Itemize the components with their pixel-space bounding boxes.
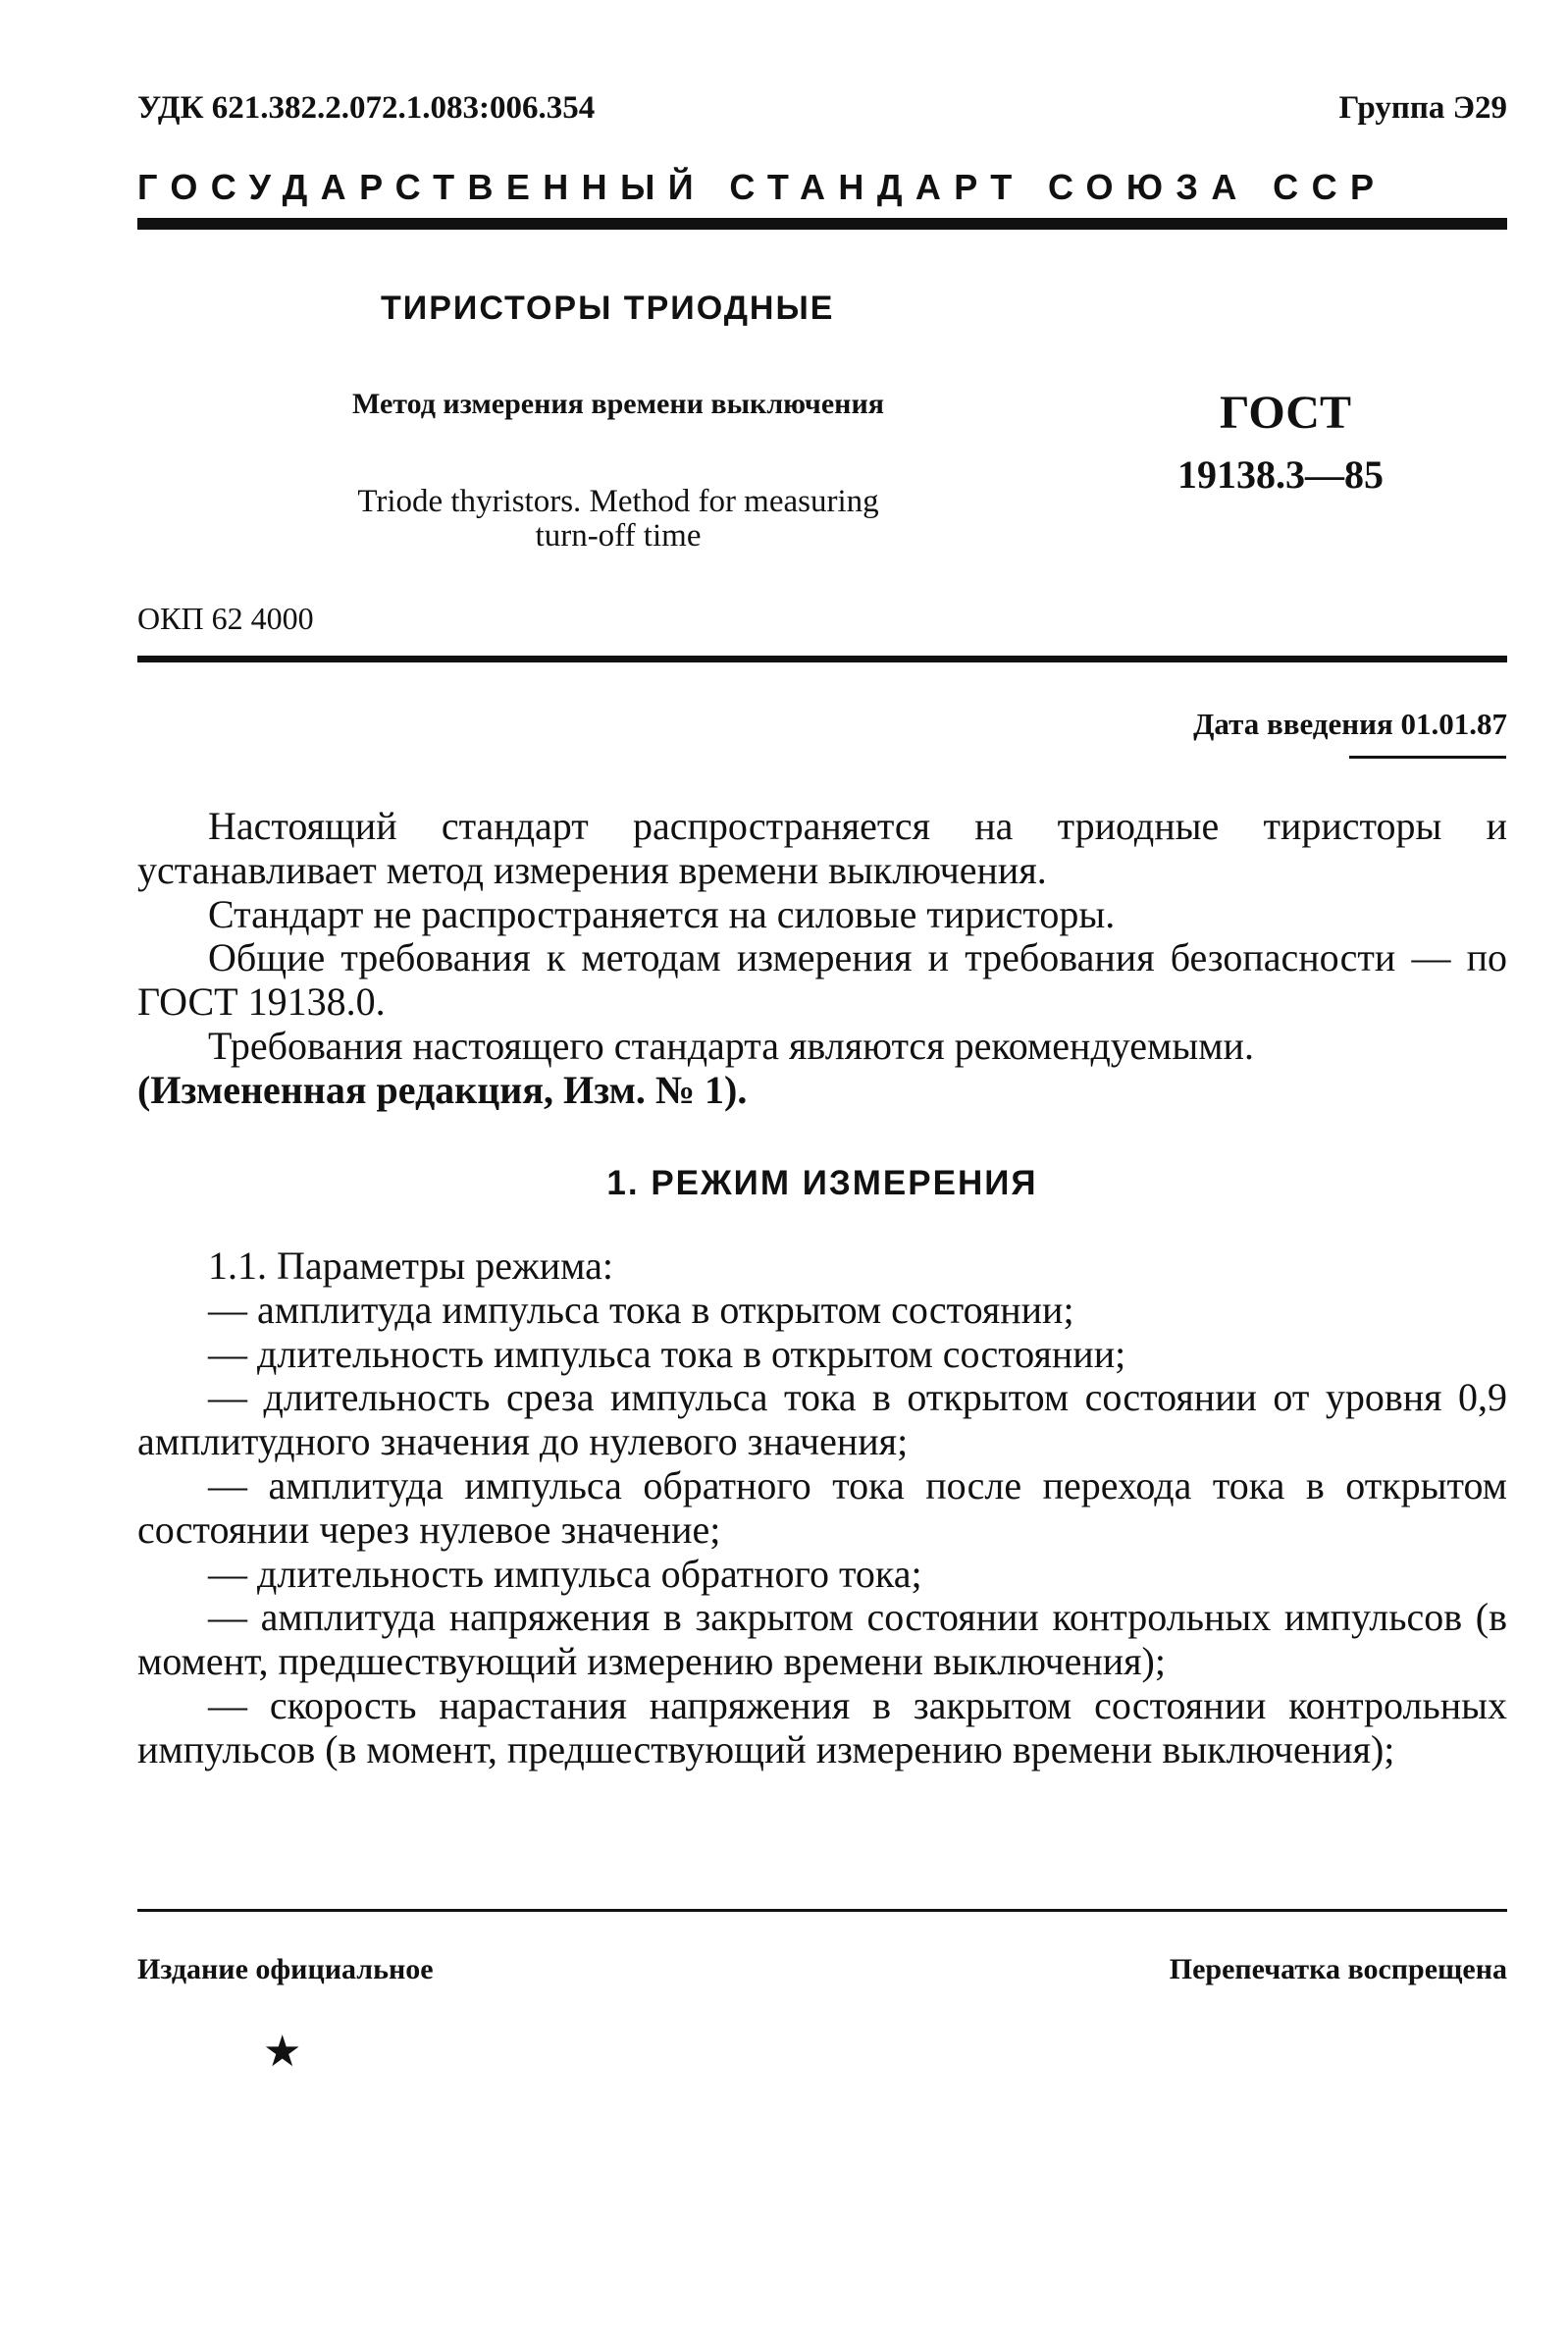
amendment-note: (Измененная редакция, Изм. № 1). — [137, 1067, 748, 1112]
parameter-item: — скорость нарастания напряжения в закрытом состоянии контрольных импульсов (в момент, предшествующий измерению времени выключения); — [137, 1682, 1507, 1771]
star-icon: ★ — [263, 2028, 302, 2076]
middle-rule — [137, 656, 1507, 662]
document-title: ТИРИСТОРЫ ТРИОДНЫЕ — [381, 290, 835, 327]
parameter-item: — длительность импульса обратного тока; — [208, 1551, 922, 1596]
gost-label: ГОСТ — [1220, 387, 1351, 439]
parameter-item: — амплитуда напряжения в закрытом состоянии контрольных импульсов (в момент, предшествующий измерению времени выключения); — [137, 1595, 1507, 1684]
official-edition-label: Издание официальное — [137, 1953, 434, 1985]
subtitle-russian: Метод измерения времени выключения — [352, 388, 884, 420]
okp-code: ОКП 62 4000 — [137, 601, 314, 636]
intro-paragraph-4: Требования настоящего стандарта являются рекомендуемыми. — [208, 1023, 1254, 1068]
introduction-date: Дата введения 01.01.87 — [1193, 707, 1507, 741]
udk-code: УДК 621.382.2.072.1.083:006.354 — [137, 90, 596, 126]
section-1-lead: 1.1. Параметры режима: — [208, 1243, 614, 1288]
intro-paragraph-3: Общие требования к методам измерения и требования безопасности — по ГОСТ 19138.0. — [137, 935, 1507, 1025]
reprint-prohibited-label: Перепечатка воспрещена — [1169, 1953, 1507, 1985]
state-standard-banner: ГОСУДАРСТВЕННЫЙ СТАНДАРТ СОЮЗА ССР — [137, 167, 1387, 207]
section-1-title: 1. РЕЖИМ ИЗМЕРЕНИЯ — [606, 1164, 1038, 1202]
intro-paragraph-2: Стандарт не распространяется на силовые тиристоры. — [208, 891, 1116, 936]
parameter-item: — длительность импульса тока в открытом состоянии; — [208, 1331, 1126, 1376]
bottom-rule — [137, 1909, 1507, 1912]
group-code: Группа Э29 — [1338, 90, 1507, 126]
intro-section — [137, 805, 1507, 1113]
subtitle-english — [294, 485, 942, 553]
section-1-body — [137, 1244, 1507, 1772]
gost-number: 19138.3—85 — [1177, 452, 1384, 497]
parameter-item: — амплитуда импульса обратного тока после перехода тока в открытом состоянии через нулевое значение; — [137, 1462, 1507, 1552]
parameter-item: — амплитуда импульса тока в открытом состоянии; — [208, 1287, 1074, 1332]
parameter-item: — длительность среза импульса тока в открытом состоянии от уровня 0,9 амплитудного значения до нулевого значения; — [137, 1375, 1507, 1464]
top-rule — [137, 218, 1507, 230]
date-underline — [1349, 756, 1506, 759]
intro-paragraph-1: Настоящий стандарт распространяется на триодные тиристоры и устанавливает метод измерения времени выключения. — [137, 804, 1507, 892]
subtitle-english-line-2: turn-off time — [535, 517, 702, 554]
subtitle-english-line-1: Triode thyristors. Method for measuring — [357, 484, 879, 519]
